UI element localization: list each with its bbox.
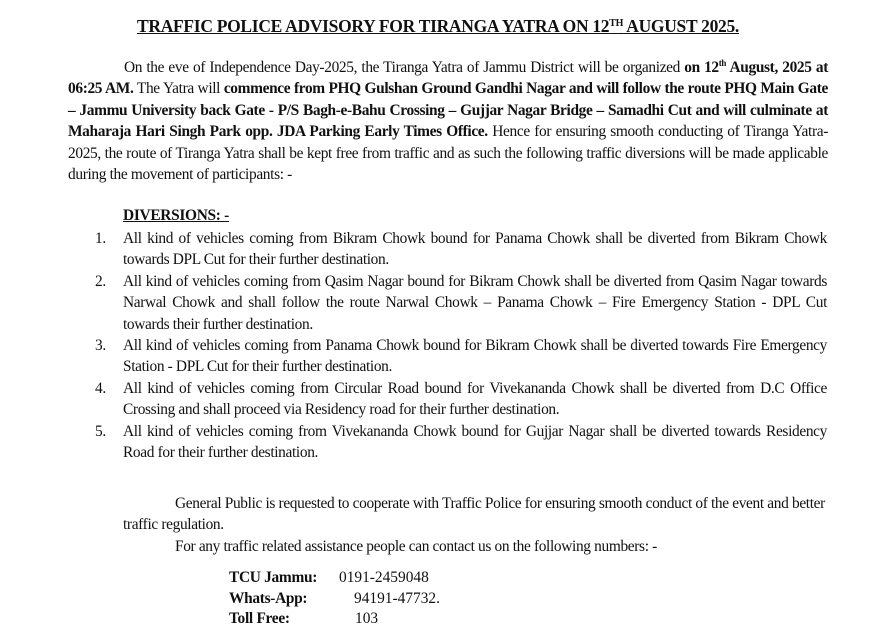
- contact-row-tollfree: [229, 609, 440, 630]
- document-title: [0, 16, 876, 37]
- route-description: commence from PHQ Gulshan Ground Gandhi Nagar and will follow the route PHQ Main Gate – Jammu University back Gate - P/S Bagh-e-Bahu Crossing – Gujjar Nagar Bridge – Samadhi Cut and will culminate at Maharaja Hari Singh Park opp. JDA Parking Early Times Office.: [68, 80, 828, 141]
- item-number: 1.: [95, 230, 106, 247]
- diversions-heading: DIVERSIONS: -: [123, 207, 229, 224]
- item-text: All kind of vehicles coming from Qasim Nagar bound for Bikram Chowk shall be diverted from Qasim Nagar towards Narwal Chowk and shall follow the route Narwal Chowk – Panama Chowk – Fire Emergency Station - DPL Cut towards their further destination.: [123, 272, 827, 333]
- item-number: 5.: [95, 422, 106, 440]
- diversion-item: [0, 378, 876, 421]
- item-text: All kind of vehicles coming from Circular Road bound for Vivekananda Chowk shall be diverted from D.C Office Crossing and shall proceed via Residency road for their further destination.: [123, 379, 827, 419]
- closing-request: [123, 493, 827, 536]
- intro-text-3: Hence for ensuring smooth conducting of Tiranga Yatra-2025, the route of Tiranga Yatra shall be kept free from traffic and as such the following traffic diversions will be made applicable during the movement of participants: -: [68, 123, 828, 184]
- date-pre: on 12: [684, 59, 719, 76]
- item-text: All kind of vehicles coming from Panama Chowk bound for Bikram Chowk shall be diverted towards Fire Emergency Station - DPL Cut for their further destination.: [123, 337, 827, 376]
- item-text: All kind of vehicles coming from Vivekananda Chowk bound for Gujjar Nagar shall be diverted towards Residency Road for their further destination.: [123, 422, 827, 462]
- intro-text-1: On the eve of Independence Day-2025, the Tiranga Yatra of Jammu District will be organized: [124, 59, 685, 76]
- diversion-item: [0, 228, 876, 271]
- closing-request-text: General Public is requested to cooperate with Traffic Police for ensuring smooth conduct of the event and better traffic regulation.: [123, 495, 825, 534]
- diversion-item: [0, 421, 876, 464]
- title-text: TRAFFIC POLICE ADVISORY FOR TIRANGA YATRA ON 12: [136, 16, 610, 36]
- contact-row-whatsapp: [229, 589, 440, 610]
- contact-value: 94191-47732.: [354, 589, 440, 607]
- item-number: 3.: [95, 337, 106, 355]
- intro-text-2: The Yatra will: [133, 80, 224, 98]
- contact-label: TCU Jammu:: [229, 569, 318, 586]
- item-number: 4.: [95, 379, 106, 397]
- intro-paragraph: [68, 57, 828, 185]
- contact-value: 0191-2459048: [339, 569, 429, 586]
- diversion-item: [0, 335, 876, 378]
- contact-numbers: [229, 568, 440, 630]
- closing-contact-intro: [123, 536, 827, 557]
- contact-label: Toll Free:: [229, 610, 290, 627]
- contact-label: Whats-App:: [229, 589, 308, 607]
- date-post: August, 2025 at 06:25 AM.: [68, 59, 828, 98]
- diversion-item: [0, 271, 876, 335]
- item-text: All kind of vehicles coming from Bikram Chowk bound for Panama Chowk shall be diverted from Bikram Chowk towards DPL Cut for their further destination.: [123, 230, 827, 269]
- contact-row-tcu: [229, 568, 440, 589]
- title-suffix: AUGUST 2025.: [623, 16, 739, 36]
- item-number: 2.: [95, 272, 106, 290]
- closing-contact-text: For any traffic related assistance people can contact us on the following numbers: -: [175, 538, 657, 555]
- contact-value: 103: [355, 610, 379, 627]
- diversions-list: [0, 228, 876, 463]
- date-sup: th: [718, 58, 727, 68]
- title-superscript: TH: [609, 18, 624, 29]
